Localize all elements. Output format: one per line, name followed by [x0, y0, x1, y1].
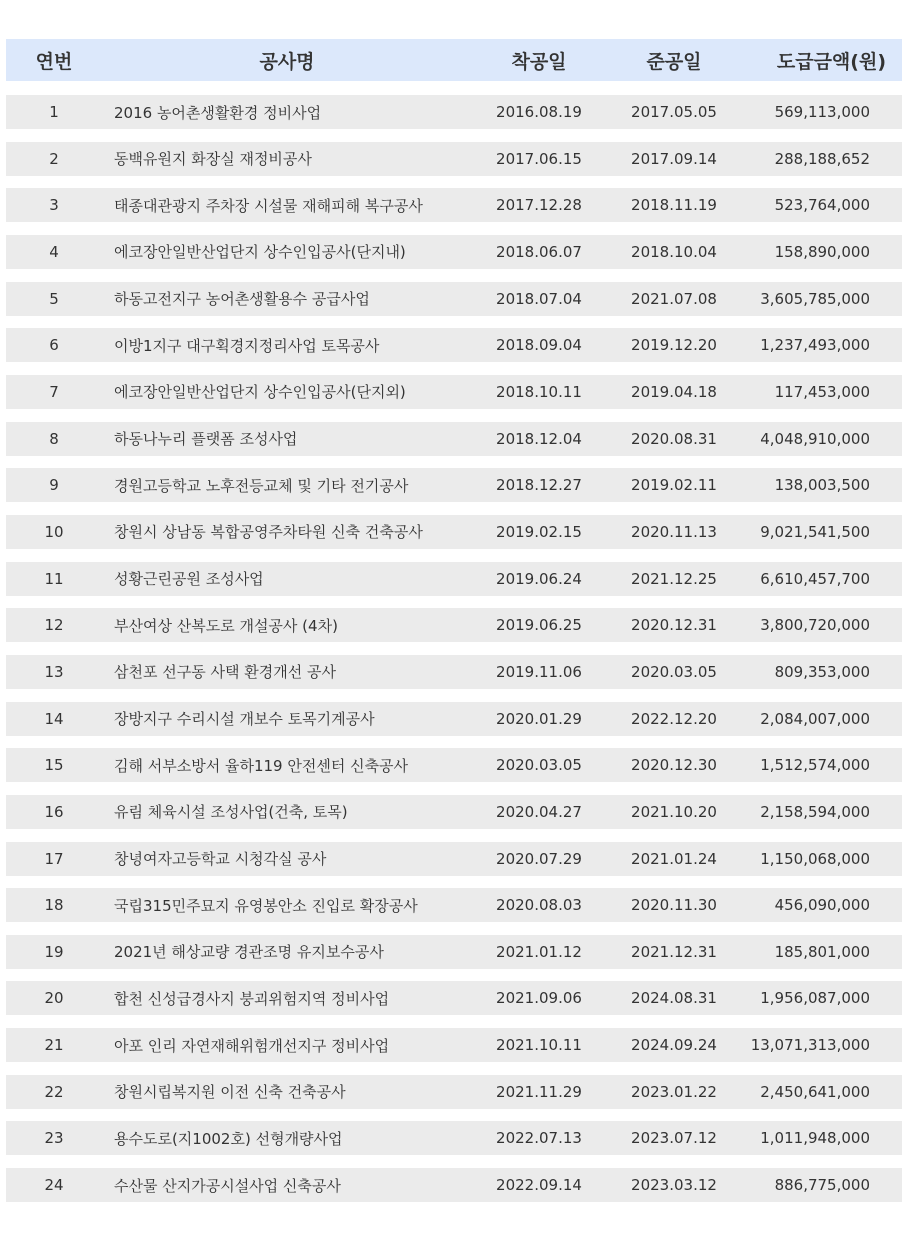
- row-amount: 3,800,720,000: [760, 616, 870, 635]
- table-row: [6, 1028, 902, 1062]
- row-start-date: 2020.03.05: [496, 756, 582, 775]
- header-name: 공사명: [259, 50, 315, 73]
- row-end-date: 2021.12.31: [631, 942, 717, 961]
- row-end-date: 2020.11.13: [631, 522, 717, 541]
- row-amount: 6,610,457,700: [760, 569, 870, 588]
- row-amount: 288,188,652: [774, 149, 870, 168]
- row-no: 20: [44, 989, 64, 1008]
- row-no: 15: [44, 756, 64, 775]
- row-name: 장방지구 수리시설 개보수 토목기계공사: [114, 710, 375, 729]
- row-amount: 1,956,087,000: [760, 989, 870, 1008]
- table-row: [6, 935, 902, 969]
- row-start-date: 2021.01.12: [496, 942, 582, 961]
- row-start-date: 2018.09.04: [496, 336, 582, 355]
- row-no: 2: [49, 149, 59, 168]
- row-no: 13: [44, 662, 64, 681]
- row-end-date: 2018.10.04: [631, 242, 717, 261]
- row-name: 성황근린공원 조성사업: [114, 570, 264, 589]
- table-row: [6, 282, 902, 316]
- table-row: [6, 748, 902, 782]
- row-no: 8: [49, 429, 59, 448]
- row-name: 하동나누리 플랫폼 조성사업: [114, 430, 298, 449]
- table-row: [6, 655, 902, 689]
- table-body: [6, 95, 902, 1202]
- row-name: 창원시 상남동 복합공영주차타원 신축 건축공사: [114, 523, 423, 542]
- row-name: 유림 체육시설 조성사업(건축, 토목): [114, 803, 348, 822]
- table-row: [6, 562, 902, 596]
- row-end-date: 2019.02.11: [631, 476, 717, 495]
- row-end-date: 2021.07.08: [631, 289, 717, 308]
- row-start-date: 2019.02.15: [496, 522, 582, 541]
- row-no: 3: [49, 196, 59, 215]
- row-amount: 158,890,000: [774, 242, 870, 261]
- row-start-date: 2020.07.29: [496, 849, 582, 868]
- row-amount: 138,003,500: [774, 476, 870, 495]
- row-name: 수산물 산지가공시설사업 신축공사: [114, 1176, 341, 1195]
- row-start-date: 2021.09.06: [496, 989, 582, 1008]
- table-row: [6, 1168, 902, 1202]
- row-start-date: 2017.12.28: [496, 196, 582, 215]
- row-name: 창원시립복지원 이전 신축 건축공사: [114, 1083, 346, 1102]
- row-amount: 2,084,007,000: [760, 709, 870, 728]
- table-row: [6, 981, 902, 1015]
- row-amount: 1,150,068,000: [760, 849, 870, 868]
- row-start-date: 2019.06.25: [496, 616, 582, 635]
- row-start-date: 2021.10.11: [496, 1036, 582, 1055]
- row-end-date: 2020.11.30: [631, 896, 717, 915]
- table-row: [6, 608, 902, 642]
- row-end-date: 2020.12.31: [631, 616, 717, 635]
- row-amount: 2,158,594,000: [760, 802, 870, 821]
- row-name: 경원고등학교 노후전등교체 및 기타 전기공사: [114, 476, 409, 495]
- row-no: 16: [44, 802, 64, 821]
- row-name: 창녕여자고등학교 시청각실 공사: [114, 850, 327, 868]
- row-end-date: 2023.03.12: [631, 1176, 717, 1195]
- row-no: 12: [44, 616, 64, 635]
- row-name: 국립315민주묘지 유영봉안소 진입로 확장공사: [114, 896, 418, 915]
- row-amount: 1,011,948,000: [760, 1129, 870, 1148]
- row-no: 6: [49, 336, 59, 355]
- row-amount: 9,021,541,500: [760, 522, 870, 541]
- row-end-date: 2017.09.14: [631, 149, 717, 168]
- row-end-date: 2020.12.30: [631, 756, 717, 775]
- row-no: 4: [49, 242, 59, 261]
- row-amount: 2,450,641,000: [760, 1082, 870, 1101]
- row-end-date: 2023.01.22: [631, 1082, 717, 1101]
- row-amount: 13,071,313,000: [750, 1036, 870, 1055]
- row-end-date: 2018.11.19: [631, 196, 717, 215]
- table-row: [6, 422, 902, 456]
- row-no: 21: [44, 1036, 64, 1055]
- row-name: 이방1지구 대구획경지정리사업 토목공사: [114, 336, 380, 355]
- row-amount: 117,453,000: [774, 382, 870, 401]
- row-no: 10: [44, 522, 64, 541]
- row-amount: 569,113,000: [774, 103, 870, 121]
- table-row: [6, 1075, 902, 1109]
- row-no: 22: [44, 1082, 64, 1101]
- row-amount: 1,512,574,000: [760, 756, 870, 775]
- row-start-date: 2018.12.04: [496, 429, 582, 448]
- table-row: [6, 515, 902, 549]
- table-row: [6, 702, 902, 736]
- table-row: [6, 842, 902, 876]
- row-name: 부산여상 산복도로 개설공사 (4차): [114, 616, 338, 635]
- header-start-date: 착공일: [511, 50, 567, 73]
- row-end-date: 2021.12.25: [631, 569, 717, 588]
- row-start-date: 2016.08.19: [496, 103, 582, 121]
- row-name: 에코장안일반산업단지 상수인입공사(단지외): [114, 383, 406, 402]
- row-start-date: 2017.06.15: [496, 149, 582, 168]
- row-end-date: 2020.08.31: [631, 429, 717, 448]
- table-row: [6, 795, 902, 829]
- row-start-date: 2019.11.06: [496, 662, 582, 681]
- row-name: 2016 농어촌생활환경 정비사업: [114, 103, 322, 122]
- row-no: 14: [44, 709, 64, 728]
- row-start-date: 2020.08.03: [496, 896, 582, 915]
- table-row: [6, 468, 902, 502]
- table-row: [6, 328, 902, 362]
- row-end-date: 2019.12.20: [631, 336, 717, 355]
- row-end-date: 2017.05.05: [631, 103, 717, 121]
- row-name: 태종대관광지 주차장 시설물 재해피해 복구공사: [114, 196, 423, 215]
- row-amount: 886,775,000: [774, 1176, 870, 1195]
- row-name: 하동고전지구 농어촌생활용수 공급사업: [114, 290, 370, 309]
- row-no: 9: [49, 476, 59, 495]
- row-no: 1: [49, 103, 59, 121]
- table-row: [6, 888, 902, 922]
- row-amount: 185,801,000: [774, 942, 870, 961]
- row-end-date: 2021.01.24: [631, 849, 717, 868]
- row-end-date: 2024.09.24: [631, 1036, 717, 1055]
- row-end-date: 2019.04.18: [631, 382, 717, 401]
- row-name: 동백유원지 화장실 재정비공사: [114, 150, 312, 169]
- row-end-date: 2024.08.31: [631, 989, 717, 1008]
- row-start-date: 2018.06.07: [496, 242, 582, 261]
- row-name: 아포 인리 자연재해위험개선지구 정비사업: [114, 1036, 390, 1055]
- row-no: 17: [44, 849, 64, 868]
- row-name: 용수도로(지1002호) 선형개량사업: [114, 1129, 343, 1148]
- row-end-date: 2020.03.05: [631, 662, 717, 681]
- table-header: [6, 39, 902, 81]
- row-end-date: 2022.12.20: [631, 709, 717, 728]
- row-start-date: 2020.01.29: [496, 709, 582, 728]
- construction-table: [6, 39, 902, 1202]
- row-no: 18: [44, 896, 64, 915]
- row-name: 에코장안일반산업단지 상수인입공사(단지내): [114, 243, 406, 262]
- row-amount: 523,764,000: [774, 196, 870, 215]
- table-row: [6, 375, 902, 409]
- header-no: 연번: [35, 50, 73, 73]
- row-amount: 1,237,493,000: [760, 336, 870, 355]
- table-row: [6, 142, 902, 176]
- row-start-date: 2018.12.27: [496, 476, 582, 495]
- row-start-date: 2022.07.13: [496, 1129, 582, 1148]
- row-end-date: 2021.10.20: [631, 802, 717, 821]
- row-name: 합천 신성급경사지 붕괴위험지역 정비사업: [114, 989, 390, 1008]
- row-name: 삼천포 선구동 사택 환경개선 공사: [114, 663, 336, 682]
- row-amount: 809,353,000: [774, 662, 870, 681]
- row-no: 24: [44, 1176, 64, 1195]
- row-start-date: 2020.04.27: [496, 802, 582, 821]
- table-row: [6, 95, 902, 129]
- table-row: [6, 235, 902, 269]
- row-start-date: 2021.11.29: [496, 1082, 582, 1101]
- row-amount: 3,605,785,000: [760, 289, 870, 308]
- row-start-date: 2019.06.24: [496, 569, 582, 588]
- row-no: 7: [49, 382, 59, 401]
- header-amount: 도급금액(원): [776, 50, 886, 73]
- row-start-date: 2018.07.04: [496, 289, 582, 308]
- row-start-date: 2022.09.14: [496, 1176, 582, 1195]
- row-no: 19: [44, 942, 64, 961]
- row-start-date: 2018.10.11: [496, 382, 582, 401]
- row-amount: 456,090,000: [774, 896, 870, 915]
- row-no: 5: [49, 289, 59, 308]
- row-no: 23: [44, 1129, 64, 1148]
- row-end-date: 2023.07.12: [631, 1129, 717, 1148]
- header-end-date: 준공일: [646, 50, 702, 73]
- row-name: 2021년 해상교량 경관조명 유지보수공사: [114, 943, 384, 962]
- row-no: 11: [44, 569, 64, 588]
- row-name: 김해 서부소방서 율하119 안전센터 신축공사: [114, 756, 409, 775]
- table-row: [6, 188, 902, 222]
- row-amount: 4,048,910,000: [760, 429, 870, 448]
- table-row: [6, 1121, 902, 1155]
